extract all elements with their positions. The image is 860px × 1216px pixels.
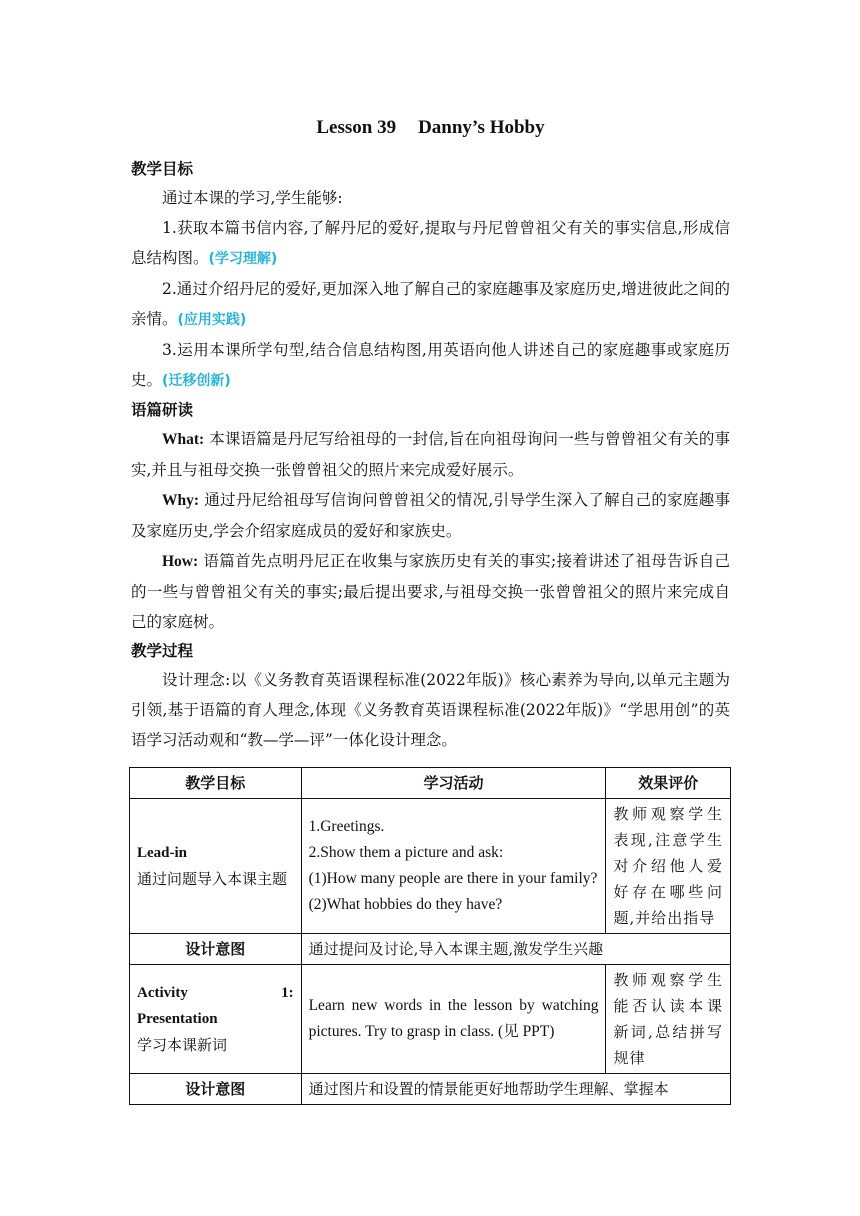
objective-tag: (应用实践) bbox=[177, 312, 247, 328]
row2-evaluation: 教师观察学生能否认读本课新词,总结拼写规律 bbox=[606, 965, 731, 1074]
intent1-label: 设计意图 bbox=[130, 934, 302, 965]
row2-goal-en-2: Presentation bbox=[137, 1011, 218, 1027]
table-header-row bbox=[130, 768, 731, 799]
document-body bbox=[131, 113, 730, 755]
row2-goal bbox=[130, 965, 302, 1074]
process-heading: 教学过程 bbox=[131, 642, 194, 660]
process-concept: 设计理念:以《义务教育英语课程标准(2022年版)》核心素养为导向,以单元主题为引领,基于语篇的育人理念,体现《义务教育英语课程标准(2022年版)》“学思用创”的英语学习活动观和“教—学—评”一体化设计理念。 bbox=[131, 671, 730, 749]
objectives-intro: 通过本课的学习,学生能够: bbox=[162, 189, 343, 207]
analysis-what: What: 本课语篇是丹尼写给祖母的一封信,旨在向祖母询问一些与曾曾祖父有关的事实,并且与祖母交换一张曾曾祖父的照片来完成爱好展示。 bbox=[131, 430, 730, 479]
header-activity: 学习活动 bbox=[301, 768, 606, 799]
analysis-heading: 语篇研读 bbox=[131, 401, 194, 419]
analysis-how: How: 语篇首先点明丹尼正在收集与家族历史有关的事实;接着讲述了祖母告诉自己的一些与曾曾祖父有关的事实;最后提出要求,与祖母交换一张曾曾祖父的照片来完成自己的家庭树。 bbox=[131, 552, 730, 631]
row2-goal-cn: 学习本课新词 bbox=[137, 1036, 228, 1054]
lesson-number: Lesson 39 bbox=[316, 117, 397, 138]
lesson-name: Danny’s Hobby bbox=[418, 117, 545, 138]
table-row bbox=[130, 934, 731, 965]
objective-tag: (学习理解) bbox=[208, 251, 278, 267]
objective-tag: (迁移创新) bbox=[162, 373, 231, 389]
row2-activity: Learn new words in the lesson by watching pictures. Try to grasp in class. (见 PPT) bbox=[301, 965, 606, 1074]
lesson-title bbox=[131, 113, 730, 143]
table-row bbox=[130, 799, 731, 934]
row1-goal-cn: 通过问题导入本课主题 bbox=[137, 870, 288, 888]
analysis-why: Why: 通过丹尼给祖母写信询问曾曾祖父的情况,引导学生深入了解自己的家庭趣事及家庭历史,学会介绍家庭成员的爱好和家族史。 bbox=[131, 491, 730, 540]
row2-goal-en: Activity 1: bbox=[137, 985, 294, 1001]
objectives-heading: 教学目标 bbox=[131, 160, 194, 178]
header-goal: 教学目标 bbox=[130, 768, 302, 799]
table-row bbox=[130, 965, 731, 1074]
activity-line: 1.Greetings. bbox=[308, 818, 385, 835]
lesson-plan-table bbox=[129, 767, 731, 1105]
activity-line: (1)How many people are there in your family? bbox=[308, 870, 598, 887]
objective-item: 2.通过介绍丹尼的爱好,更加深入地了解自己的家庭趣事及家庭历史,增进彼此之间的亲情。(应用实践) bbox=[131, 280, 730, 328]
row1-evaluation: 教师观察学生表现,注意学生对介绍他人爱好存在哪些问题,并给出指导 bbox=[606, 799, 731, 934]
row1-goal bbox=[130, 799, 302, 934]
row1-activities bbox=[301, 799, 606, 934]
intent2-text: 通过图片和设置的情景能更好地帮助学生理解、掌握本 bbox=[301, 1074, 730, 1105]
activity-line: (2)What hobbies do they have? bbox=[308, 896, 503, 913]
header-evaluation: 效果评价 bbox=[606, 768, 731, 799]
activity-line: 2.Show them a picture and ask: bbox=[308, 844, 504, 861]
intent2-label: 设计意图 bbox=[130, 1074, 302, 1105]
objective-item: 3.运用本课所学句型,结合信息结构图,用英语向他人讲述自己的家庭趣事或家庭历史。(迁移创新) bbox=[131, 341, 730, 389]
objective-item: 1.获取本篇书信内容,了解丹尼的爱好,提取与丹尼曾曾祖父有关的事实信息,形成信息结构图。(学习理解) bbox=[131, 219, 730, 267]
intent1-text: 通过提问及讨论,导入本课主题,激发学生兴趣 bbox=[301, 934, 730, 965]
row1-goal-en: Lead-in bbox=[137, 845, 188, 861]
table-row bbox=[130, 1074, 731, 1105]
